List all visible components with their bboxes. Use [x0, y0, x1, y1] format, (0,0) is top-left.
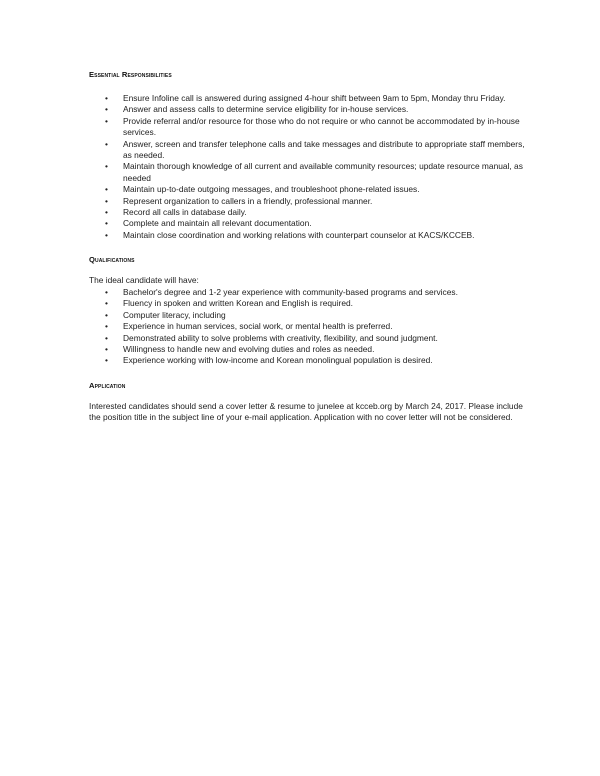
- qualifications-list: [89, 287, 529, 367]
- bullet-icon: •: [105, 115, 108, 126]
- list-item-text: Provide referral and/or resource for those who do not require or who cannot be accommodated by in-house services.: [123, 115, 520, 138]
- bullet-icon: •: [105, 286, 108, 297]
- responsibilities-list: [89, 93, 529, 241]
- bullet-icon: •: [105, 218, 108, 229]
- application-text: Interested candidates should send a cover letter & resume to junelee at kcceb.org by March 24, 2017. Please include the position title in the subject line of your e-mail application. Application with no cover letter will not be considered.: [89, 400, 523, 423]
- bullet-icon: •: [105, 93, 108, 103]
- list-item: [89, 104, 529, 115]
- list-item-text: Answer and assess calls to determine service eligibility for in-house services.: [123, 104, 409, 115]
- bullet-icon: •: [105, 298, 108, 309]
- qualifications-intro: The ideal candidate will have:: [89, 275, 199, 286]
- application-heading: Application: [89, 380, 126, 390]
- list-item-text: Experience working with low-income and Korean monolingual population is desired.: [123, 355, 433, 366]
- list-item-text: Ensure Infoline call is answered during assigned 4-hour shift between 9am to 5pm, Monday thru Friday.: [123, 93, 506, 103]
- list-item-text: Fluency in spoken and written Korean and English is required.: [123, 298, 353, 309]
- list-item: [89, 207, 529, 218]
- list-item: [89, 287, 529, 298]
- document-page: [89, 70, 529, 424]
- list-item-text: Complete and maintain all relevant documentation.: [123, 218, 312, 229]
- list-item-text: Bachelor's degree and 1-2 year experience with community-based programs and services.: [123, 286, 458, 297]
- bullet-icon: •: [105, 309, 108, 320]
- list-item: [89, 116, 529, 139]
- list-item: [89, 310, 529, 321]
- list-item-text: Demonstrated ability to solve problems with creativity, flexibility, and sound judgment.: [123, 332, 438, 343]
- list-item: [89, 93, 529, 104]
- list-item: [89, 344, 529, 355]
- list-item: [89, 184, 529, 195]
- bullet-icon: •: [105, 104, 108, 115]
- list-item-text: Represent organization to callers in a friendly, professional manner.: [123, 195, 373, 206]
- qualifications-heading: Qualifications: [89, 255, 135, 265]
- list-item-text: Experience in human services, social work, or mental health is preferred.: [123, 321, 393, 332]
- list-item-text: Answer, screen and transfer telephone calls and take messages and distribute to appropriate staff members, as needed.: [123, 138, 525, 161]
- list-item: [89, 355, 529, 366]
- list-item-text: Record all calls in database daily.: [123, 207, 247, 218]
- bullet-icon: •: [105, 138, 108, 149]
- list-item: [89, 139, 529, 162]
- list-item-text: Computer literacy, including: [123, 309, 226, 320]
- bullet-icon: •: [105, 332, 108, 343]
- bullet-icon: •: [105, 195, 108, 206]
- list-item: [89, 196, 529, 207]
- bullet-icon: •: [105, 343, 108, 354]
- list-item: [89, 230, 529, 241]
- list-item: [89, 298, 529, 309]
- bullet-icon: •: [105, 229, 108, 240]
- list-item-text: Willingness to handle new and evolving duties and roles as needed.: [123, 343, 375, 354]
- list-item-text: Maintain up-to-date outgoing messages, and troubleshoot phone-related issues.: [123, 184, 420, 195]
- bullet-icon: •: [105, 207, 108, 218]
- responsibilities-heading: Essential Responsibilities: [89, 70, 172, 79]
- bullet-icon: •: [105, 184, 108, 195]
- list-item-text: Maintain close coordination and working relations with counterpart counselor at KACS/KCCEB.: [123, 229, 475, 240]
- bullet-icon: •: [105, 355, 108, 366]
- list-item-text: Maintain thorough knowledge of all current and available community resources; update resource manual, as needed: [123, 161, 523, 183]
- list-item: [89, 321, 529, 332]
- bullet-icon: •: [105, 161, 108, 172]
- bullet-icon: •: [105, 321, 108, 332]
- list-item: [89, 333, 529, 344]
- list-item: [89, 161, 529, 184]
- list-item: [89, 218, 529, 229]
